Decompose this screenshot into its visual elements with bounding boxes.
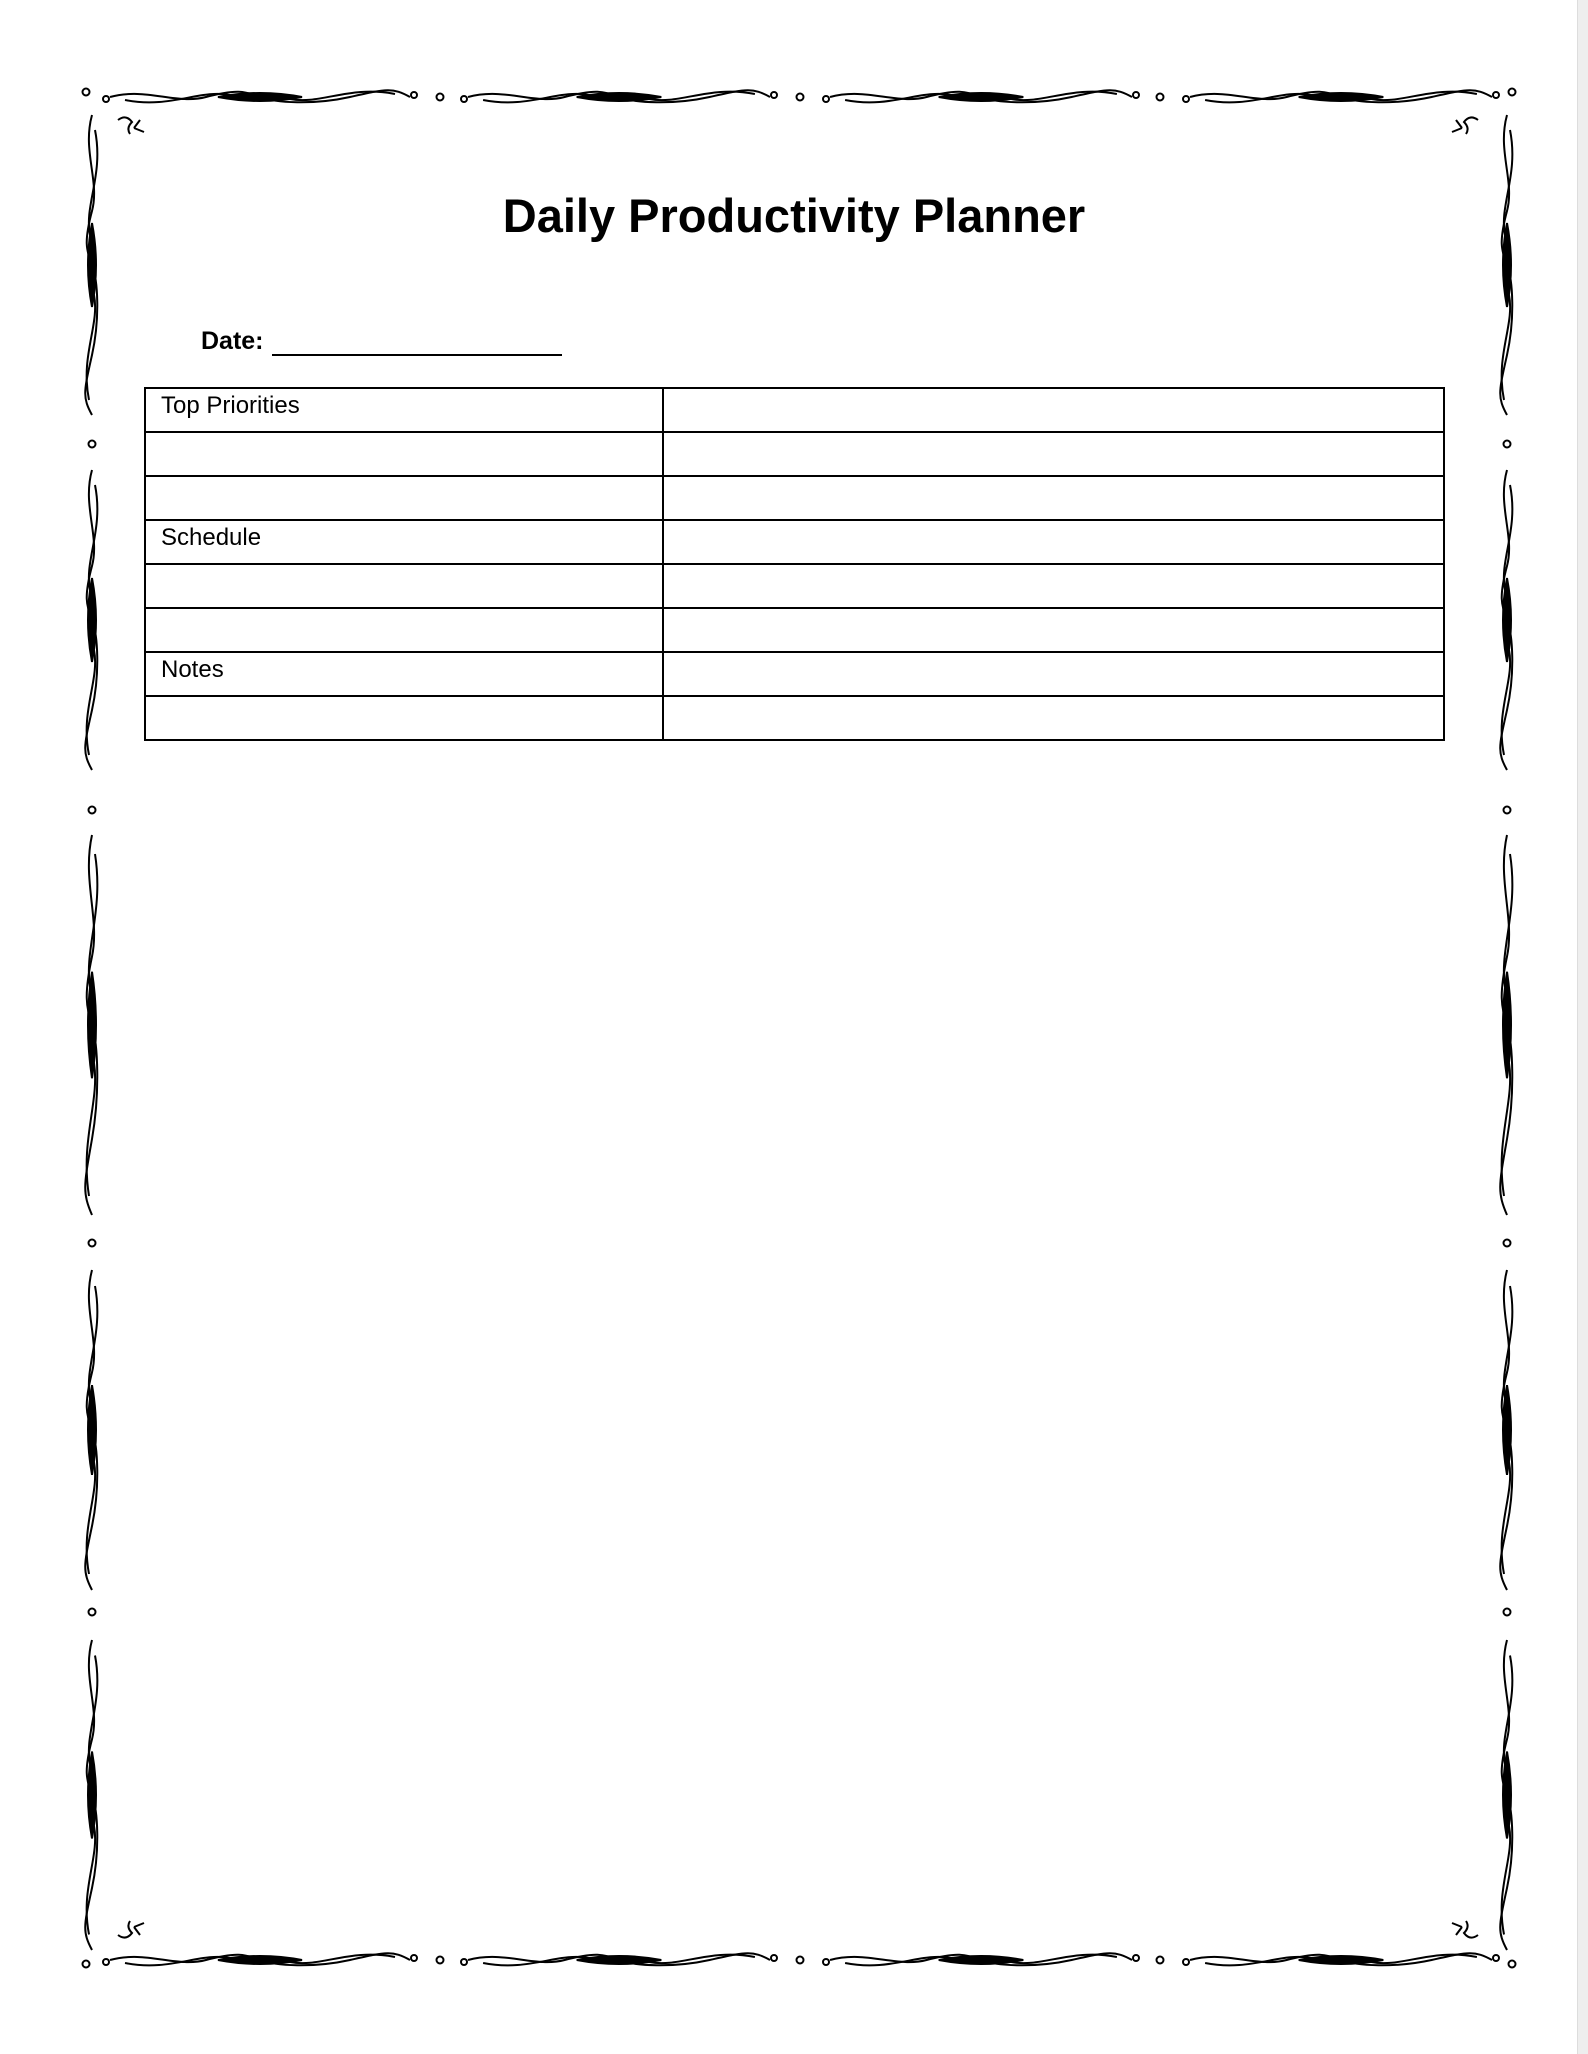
table-row [145, 608, 1444, 652]
row-value-cell[interactable] [663, 696, 1444, 740]
row-label-cell[interactable] [145, 608, 663, 652]
border-dot [89, 807, 96, 814]
border-dot [89, 441, 96, 448]
border-dot [797, 94, 804, 101]
border-dot [1509, 1961, 1516, 1968]
flourish-leaf [939, 93, 1024, 101]
flourish-leaf [1299, 93, 1384, 101]
border-dot [1504, 1609, 1511, 1616]
row-label-cell[interactable] [145, 432, 663, 476]
border-dot [437, 1957, 444, 1964]
flourish-curl [1493, 1955, 1499, 1961]
corner-ornament [1452, 1921, 1478, 1938]
border-dot [1509, 89, 1516, 96]
row-label-schedule: Schedule [145, 520, 663, 564]
border-dot [437, 94, 444, 101]
flourish-leaf [577, 1956, 662, 1964]
border-dot [1157, 94, 1164, 101]
flourish-leaf [1503, 1385, 1511, 1475]
flourish-curl [771, 1955, 777, 1961]
border-dot [1157, 1957, 1164, 1964]
flourish-leaf [88, 1385, 96, 1475]
row-label-cell[interactable] [145, 564, 663, 608]
row-value-cell[interactable] [663, 388, 1444, 432]
flourish-leaf [939, 1956, 1024, 1964]
flourish-curl [823, 1959, 829, 1965]
border-dot [83, 1961, 90, 1968]
flourish-curl [1133, 92, 1139, 98]
table-row [145, 388, 1444, 432]
row-value-cell[interactable] [663, 652, 1444, 696]
flourish-curl [103, 1959, 109, 1965]
border-dot [797, 1957, 804, 1964]
corner-ornament [118, 1921, 144, 1938]
flourish-leaf [88, 1752, 96, 1839]
row-label-top-priorities: Top Priorities [145, 388, 663, 432]
planner-table [144, 387, 1445, 741]
corner-ornament [118, 117, 144, 134]
flourish-leaf [1503, 972, 1511, 1078]
row-value-cell[interactable] [663, 520, 1444, 564]
border-dot [1504, 441, 1511, 448]
flourish-curl [103, 96, 109, 102]
table-row [145, 432, 1444, 476]
corner-ornament [1452, 117, 1478, 134]
flourish-curl [1183, 96, 1189, 102]
flourish-curl [461, 1959, 467, 1965]
row-label-notes: Notes [145, 652, 663, 696]
table-row [145, 696, 1444, 740]
row-value-cell[interactable] [663, 608, 1444, 652]
flourish-leaf [1299, 1956, 1384, 1964]
table-row [145, 564, 1444, 608]
date-row [201, 316, 562, 356]
flourish-curl [1133, 1955, 1139, 1961]
flourish-leaf [88, 972, 96, 1078]
flourish-curl [1183, 1959, 1189, 1965]
border-dot [83, 89, 90, 96]
date-label: Date: [201, 327, 264, 355]
table-row [145, 476, 1444, 520]
flourish-curl [1493, 92, 1499, 98]
flourish-curl [771, 92, 777, 98]
flourish-leaf [1503, 578, 1511, 662]
flourish-curl [411, 1955, 417, 1961]
border-dot [89, 1240, 96, 1247]
flourish-leaf [577, 93, 662, 101]
row-value-cell[interactable] [663, 564, 1444, 608]
table-row [145, 520, 1444, 564]
row-value-cell[interactable] [663, 432, 1444, 476]
border-dot [1504, 1240, 1511, 1247]
flourish-leaf [218, 1956, 302, 1964]
table-row [145, 652, 1444, 696]
flourish-leaf [218, 93, 302, 101]
flourish-curl [461, 96, 467, 102]
border-dot [1504, 807, 1511, 814]
row-value-cell[interactable] [663, 476, 1444, 520]
border-dot [89, 1609, 96, 1616]
flourish-curl [411, 92, 417, 98]
flourish-curl [823, 96, 829, 102]
row-label-cell[interactable] [145, 476, 663, 520]
page-title: Daily Productivity Planner [502, 189, 1086, 242]
date-input-line[interactable] [272, 328, 562, 356]
flourish-leaf [88, 578, 96, 662]
flourish-leaf [1503, 1752, 1511, 1839]
row-label-cell[interactable] [145, 696, 663, 740]
